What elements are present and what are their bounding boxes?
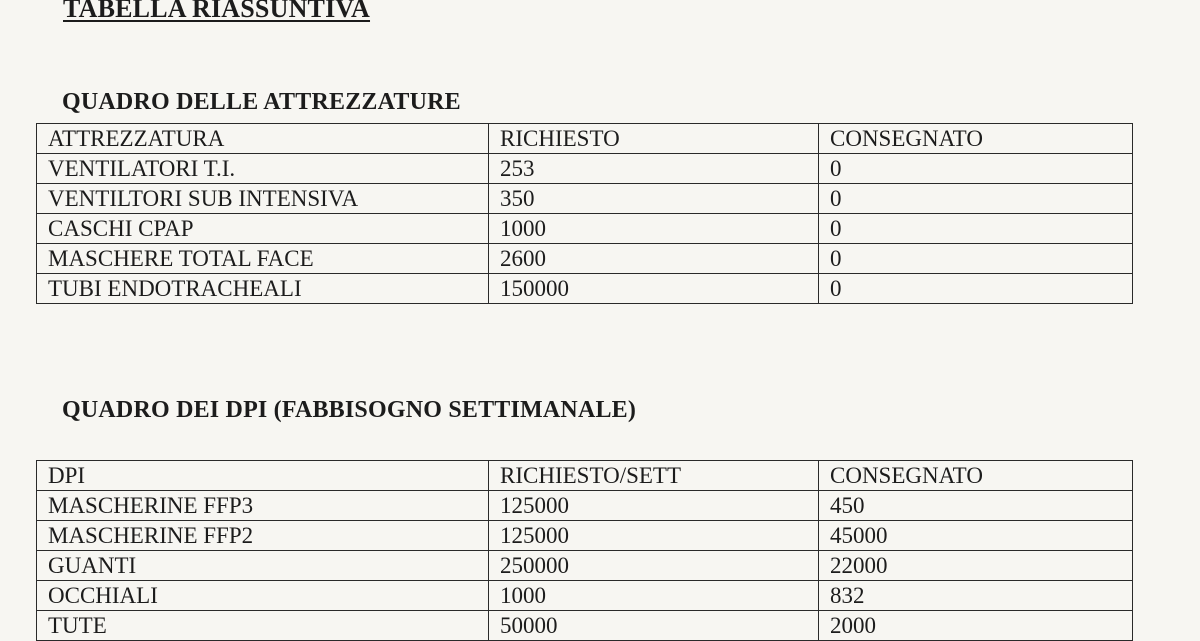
delivered-cell: 0 <box>819 244 1133 274</box>
dpi-section-heading: QUADRO DEI DPI (FABBISOGNO SETTIMANALE) <box>62 397 637 423</box>
table-row <box>37 491 1133 521</box>
requested-cell: 150000 <box>489 274 819 304</box>
delivered-cell: 2000 <box>819 611 1133 641</box>
column-header: CONSEGNATO <box>819 124 1133 154</box>
requested-cell: 125000 <box>489 491 819 521</box>
column-header: CONSEGNATO <box>819 461 1133 491</box>
equipment-table <box>36 123 1133 304</box>
table-row <box>37 521 1133 551</box>
column-header: ATTREZZATURA <box>37 124 489 154</box>
item-cell: OCCHIALI <box>37 581 489 611</box>
table-row <box>37 214 1133 244</box>
requested-cell: 50000 <box>489 611 819 641</box>
column-header: RICHIESTO <box>489 124 819 154</box>
requested-cell: 1000 <box>489 214 819 244</box>
delivered-cell: 0 <box>819 154 1133 184</box>
table-row <box>37 274 1133 304</box>
page-title: TABELLA RIASSUNTIVA <box>63 0 371 23</box>
item-cell: TUBI ENDOTRACHEALI <box>37 274 489 304</box>
item-cell: CASCHI CPAP <box>37 214 489 244</box>
dpi-table <box>36 460 1133 641</box>
item-cell: MASCHERE TOTAL FACE <box>37 244 489 274</box>
table-row <box>37 154 1133 184</box>
table-row <box>37 581 1133 611</box>
item-cell: GUANTI <box>37 551 489 581</box>
table-header-row <box>37 461 1133 491</box>
requested-cell: 253 <box>489 154 819 184</box>
column-header: RICHIESTO/SETT <box>489 461 819 491</box>
requested-cell: 125000 <box>489 521 819 551</box>
delivered-cell: 22000 <box>819 551 1133 581</box>
table-row <box>37 551 1133 581</box>
item-cell: VENTILTORI SUB INTENSIVA <box>37 184 489 214</box>
requested-cell: 350 <box>489 184 819 214</box>
table-row <box>37 244 1133 274</box>
delivered-cell: 0 <box>819 274 1133 304</box>
delivered-cell: 0 <box>819 214 1133 244</box>
requested-cell: 250000 <box>489 551 819 581</box>
table-row <box>37 611 1133 641</box>
table-row <box>37 184 1133 214</box>
item-cell: TUTE <box>37 611 489 641</box>
requested-cell: 1000 <box>489 581 819 611</box>
delivered-cell: 450 <box>819 491 1133 521</box>
table-header-row <box>37 124 1133 154</box>
item-cell: MASCHERINE FFP2 <box>37 521 489 551</box>
item-cell: MASCHERINE FFP3 <box>37 491 489 521</box>
equipment-section-heading: QUADRO DELLE ATTREZZATURE <box>62 89 461 115</box>
requested-cell: 2600 <box>489 244 819 274</box>
item-cell: VENTILATORI T.I. <box>37 154 489 184</box>
delivered-cell: 0 <box>819 184 1133 214</box>
delivered-cell: 45000 <box>819 521 1133 551</box>
delivered-cell: 832 <box>819 581 1133 611</box>
column-header: DPI <box>37 461 489 491</box>
